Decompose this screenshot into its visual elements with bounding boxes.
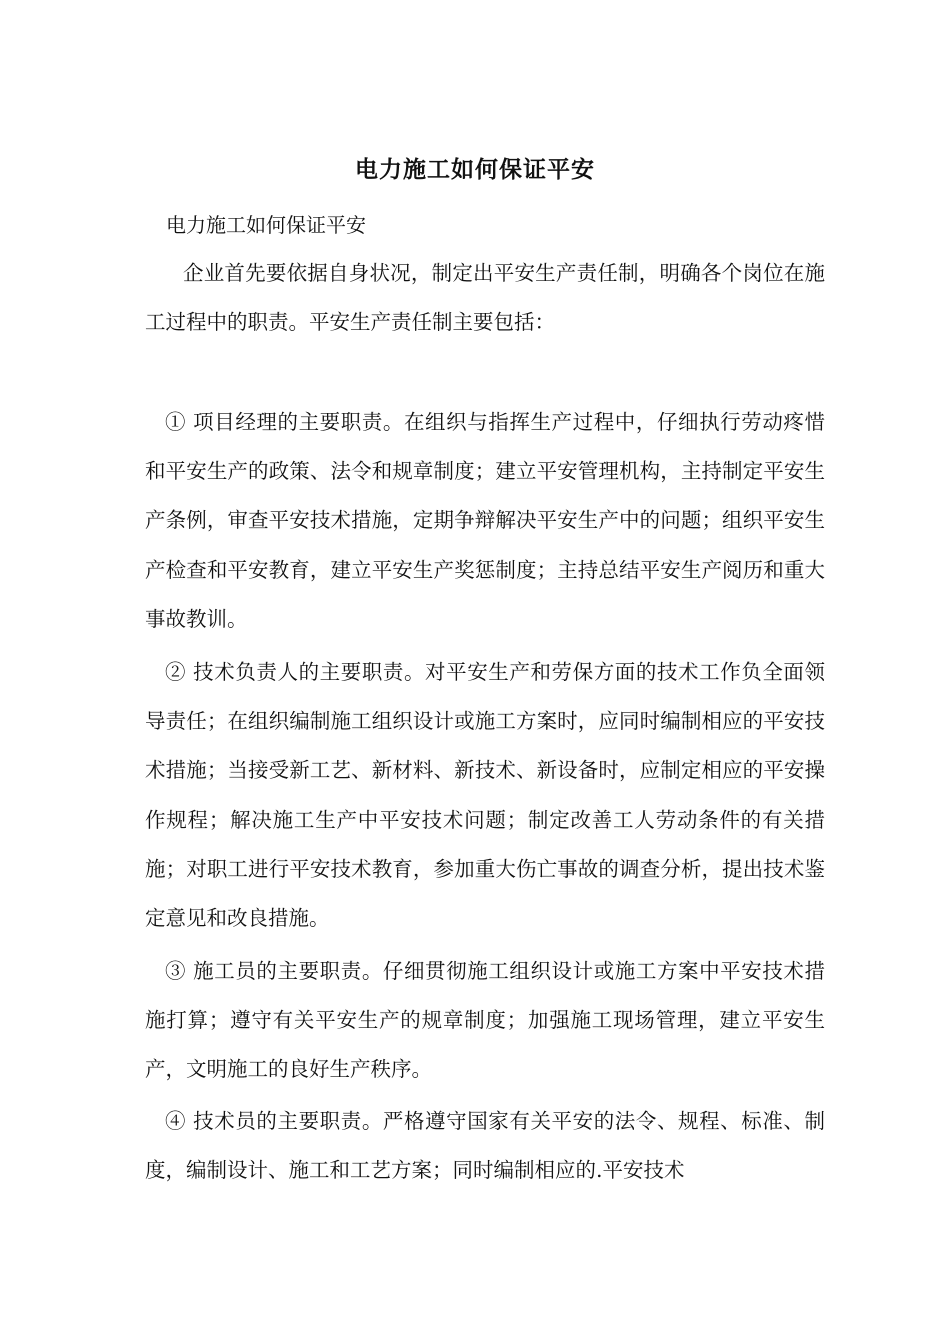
item-paragraph-technical-lead: ② 技术负责人的主要职责。对平安生产和劳保方面的技术工作负全面领导责任；在组织编制施工组织设计或施工方案时，应同时编制相应的平安技术措施；当接受新工艺、新材料、新技术、新设备时，应制定相应的平安操作规程；解决施工生产中平安技术问题；制定改善工人劳动条件的有关措施；对职工进行平安技术教育，参加重大伤亡事故的调查分析，提出技术鉴定意见和改良措施。 bbox=[145, 660, 825, 931]
intro-paragraph: 企业首先要依据自身状况，制定出平安生产责任制，明确各个岗位在施工过程中的职责。平安生产责任制主要包括： bbox=[145, 261, 825, 335]
document-title: 电力施工如何保证平安 bbox=[355, 156, 595, 183]
item-paragraph-technician: ④ 技术员的主要职责。严格遵守国家有关平安的法令、规程、标准、制度，编制设计、施工和工艺方案；同时编制相应的.平安技术 bbox=[145, 1109, 825, 1183]
item-paragraph-project-manager: ① 项目经理的主要职责。在组织与指挥生产过程中，仔细执行劳动疼惜和平安生产的政策、法令和规章制度；建立平安管理机构，主持制定平安生产条例，审查平安技术措施，定期争辩解决平安生产中的问题；组织平安生产检查和平安教育，建立平安生产奖惩制度；主持总结平安生产阅历和重大事故教训。 bbox=[145, 410, 825, 631]
item-paragraph-construction-worker: ③ 施工员的主要职责。仔细贯彻施工组织设计或施工方案中平安技术措施打算；遵守有关平安生产的规章制度；加强施工现场管理，建立平安生产，文明施工的良好生产秩序。 bbox=[145, 959, 825, 1082]
document-subtitle: 电力施工如何保证平安 bbox=[166, 213, 366, 237]
